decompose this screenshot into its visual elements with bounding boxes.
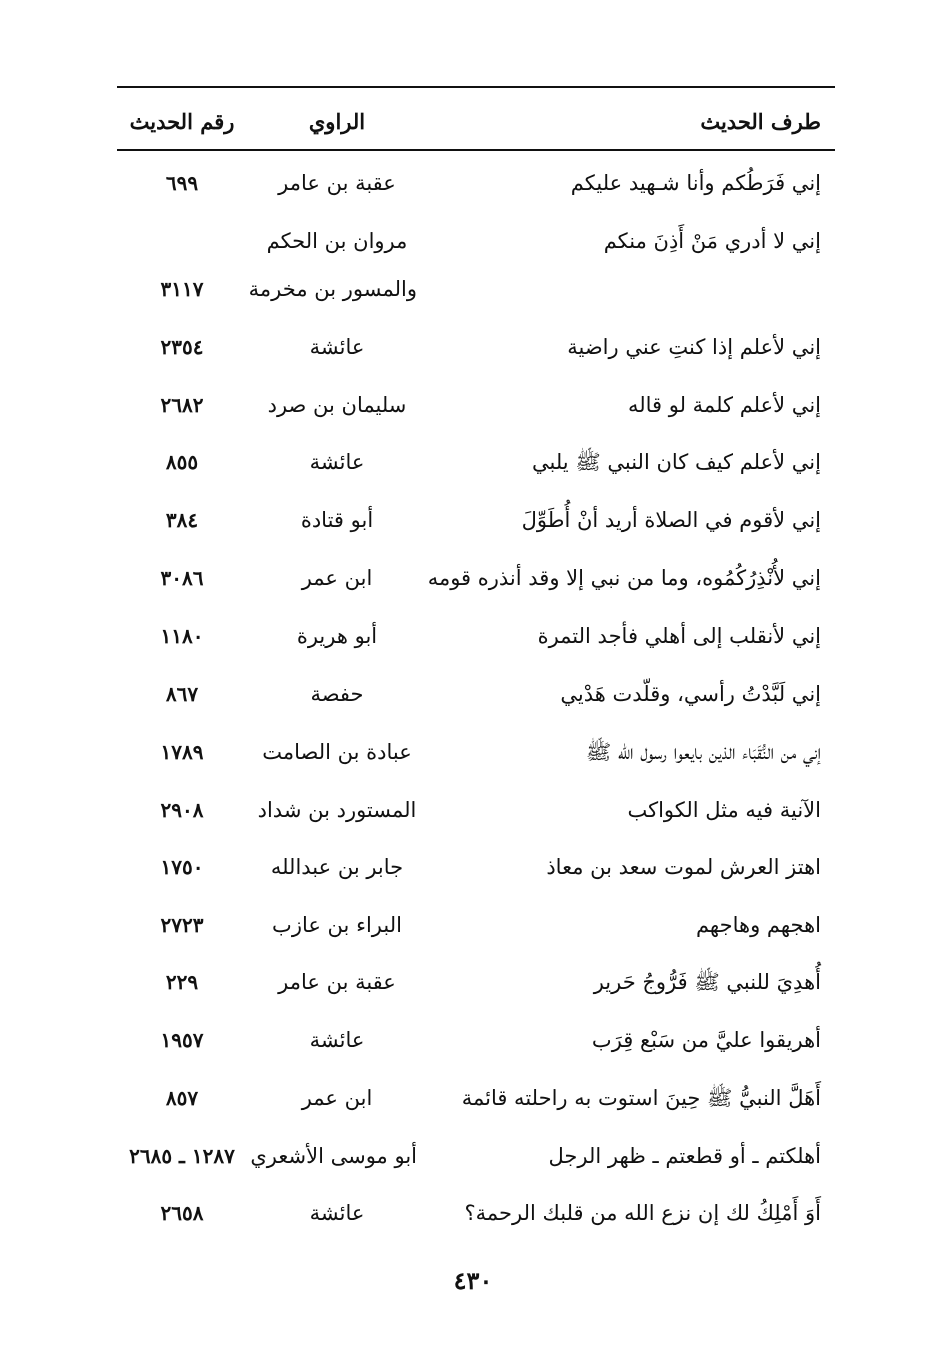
hadith-text: أهريقوا عليَّ من سَبْع قِرَب (591, 1028, 821, 1052)
narrator: عائشة (309, 335, 365, 359)
hadith-number: ٣٠٨٦ (160, 566, 204, 590)
table-row (117, 900, 835, 950)
narrator: عقبة بن عامر (278, 171, 396, 195)
narrator: أبو قتادة (300, 508, 374, 532)
hadith-number: ١٧٥٠ (160, 855, 204, 879)
table-row (117, 611, 835, 661)
hadith-number: ٨٦٧ (165, 682, 199, 706)
hadith-number: ٨٥٧ (165, 1086, 199, 1110)
hadith-text: إني لَبَّدْتُ رأسي، وقلّدت هَدْيي (560, 682, 821, 706)
narrator: عائشة (309, 1201, 365, 1225)
hadith-text: إني من النُّقَبَاء الذين بايعوا رسول الله ﷺ (585, 740, 821, 764)
hadith-text: إني لا أدري مَنْ أَذِنَ منكم (603, 229, 821, 253)
narrator: ابن عمر (301, 566, 373, 590)
hadith-number: ٦٩٩ (165, 171, 199, 195)
narrator: عائشة (309, 450, 365, 474)
table-row (117, 264, 835, 314)
hadith-text: الآنية فيه مثل الكواكب (627, 798, 821, 822)
narrator: أبو موسى الأشعري (250, 1144, 417, 1168)
table-row (117, 1015, 835, 1065)
table-row (117, 669, 835, 719)
header-hadith-number: رقم الحديث (129, 109, 235, 134)
hadith-text: اهجهم وهاجهم (695, 913, 821, 937)
hadith-number: ٢٧٢٣ (160, 913, 204, 937)
narrator: جابر بن عبدالله (270, 855, 404, 879)
table-row (117, 495, 835, 545)
hadith-number: ١٧٨٩ (160, 740, 204, 764)
hadith-text: اهتز العرش لموت سعد بن معاذ (546, 855, 821, 879)
hadith-number: ٨٥٥ (165, 450, 199, 474)
narrator: عقبة بن عامر (278, 970, 396, 994)
hadith-number: ٢٣٥٤ (160, 335, 204, 359)
narrator: سليمان بن صرد (267, 393, 407, 417)
table-row (117, 957, 835, 1007)
table-header (117, 98, 835, 146)
narrator: البراء بن عازب (272, 913, 402, 937)
hadith-number: ٢٢٩ (165, 970, 199, 994)
narrator: حفصة (310, 682, 364, 706)
hadith-text: إني لأعلم كيف كان النبي ﷺ يلبي (532, 450, 821, 474)
hadith-text: إني لأُنْذِرُكُمُوه، وما من نبي إلا وقد أنذره قومه (427, 566, 821, 590)
narrator: والمسور بن مخرمة (248, 277, 417, 301)
table-row (117, 216, 835, 266)
table-row (117, 785, 835, 835)
hadith-text: أَوَ أَمْلِكُ لك إن نزع الله من قلبك الرحمة؟ (464, 1201, 821, 1225)
narrator: عبادة بن الصامت (262, 740, 412, 764)
table-row (117, 842, 835, 892)
table-row (117, 727, 835, 777)
hadith-text: إني لأقوم في الصلاة أريد أنْ أُطَوِّلَ (521, 508, 821, 532)
hadith-number: ٣٨٤ (165, 508, 199, 532)
top-rule (117, 86, 835, 88)
narrator: مروان بن الحكم (266, 229, 408, 253)
hadith-number: ١٢٨٧ ـ ٢٦٨٥ (129, 1144, 235, 1168)
table-row (117, 437, 835, 487)
table-row (117, 1131, 835, 1181)
hadith-text: إني فَرَطُكم وأنا شـهيد عليكم (570, 171, 821, 195)
hadith-text: أُهدِيَ للنبي ﷺ فَرُّوجُ حَرير (593, 970, 821, 994)
hadith-text: أهلكتم ـ أو قطعتم ـ ظهر الرجل (548, 1144, 821, 1168)
table-row (117, 322, 835, 372)
narrator: أبو هريرة (296, 624, 378, 648)
hadith-text: إني لأنقلب إلى أهلي فأجد التمرة (537, 624, 821, 648)
hadith-number: ٣١١٧ (160, 277, 204, 301)
header-hadith-text: طرف الحديث (700, 109, 821, 134)
header-rule (117, 149, 835, 151)
narrator: المستورد بن شداد (257, 798, 417, 822)
table-row (117, 553, 835, 603)
narrator: عائشة (309, 1028, 365, 1052)
hadith-number: ١١٨٠ (160, 624, 204, 648)
page-number: ٤٣٠ (453, 1266, 493, 1295)
hadith-number: ١٩٥٧ (160, 1028, 204, 1052)
table-row (117, 158, 835, 208)
hadith-number: ٢٦٨٢ (160, 393, 204, 417)
header-narrator: الراوي (308, 109, 366, 134)
table-row (117, 1073, 835, 1123)
hadith-text: إني لأعلم كلمة لو قاله (627, 393, 821, 417)
table-row (117, 380, 835, 430)
hadith-text: أَهَلَّ النبيُّ ﷺ حِينَ استوت به راحلته قائمة (461, 1086, 821, 1110)
narrator: ابن عمر (301, 1086, 373, 1110)
hadith-number: ٢٩٠٨ (160, 798, 204, 822)
hadith-text: إني لأعلم إذا كنتِ عني راضية (567, 335, 821, 359)
hadith-number: ٢٦٥٨ (160, 1201, 204, 1225)
table-row (117, 1188, 835, 1238)
